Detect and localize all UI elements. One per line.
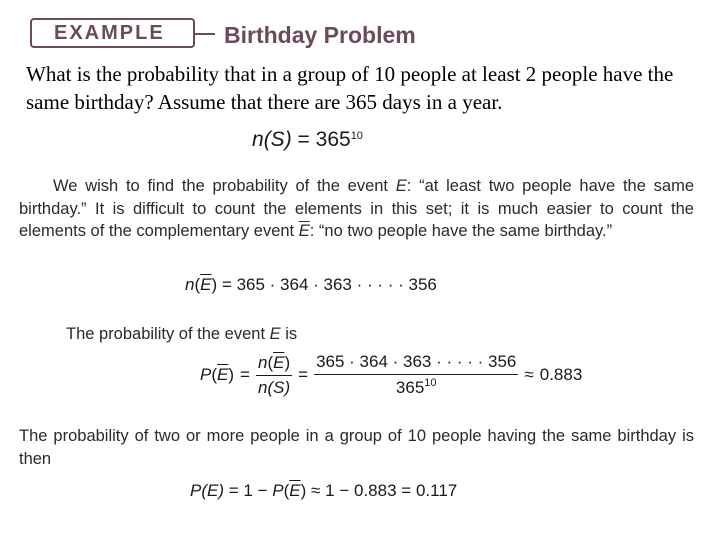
minus-sign: − bbox=[339, 481, 350, 500]
p1-text-c: : “no two people have the same birthday.” bbox=[309, 222, 613, 240]
fraction-denominator-base: 365 bbox=[395, 378, 425, 397]
p-symbol: P bbox=[272, 481, 284, 500]
sample-space-equation bbox=[252, 128, 363, 152]
product-expression: 365 · 364 · 363 · · · · · 356 bbox=[236, 275, 437, 294]
fraction-numerator: 365 · 364 · 363 · · · · · 356 bbox=[314, 352, 518, 375]
paren-close: ) bbox=[300, 481, 307, 500]
final-answer: 0.117 bbox=[415, 481, 458, 500]
example-badge-label: EXAMPLE bbox=[54, 22, 165, 44]
complement-count-equation bbox=[185, 275, 437, 295]
event-e-bar: $\overline{E}$ bbox=[273, 352, 285, 372]
paragraph-probability-intro bbox=[66, 323, 297, 346]
badge-connector bbox=[195, 33, 215, 35]
equals-sign: = bbox=[240, 365, 250, 384]
p2-text-a: The probability of the event bbox=[66, 325, 270, 343]
result-equation bbox=[190, 481, 457, 501]
s-term: (S) bbox=[263, 128, 292, 151]
exponent: 10 bbox=[350, 130, 363, 142]
paren-open: ( bbox=[267, 352, 274, 372]
equals-sign: = bbox=[228, 481, 239, 500]
event-e: E bbox=[395, 177, 407, 195]
problem-title: Birthday Problem bbox=[224, 22, 416, 48]
p-symbol: P bbox=[200, 365, 212, 384]
p2-text-b: is bbox=[280, 325, 298, 343]
n-symbol: n bbox=[185, 275, 195, 294]
one: 1 bbox=[325, 481, 335, 500]
fraction-denominator-exponent: 10 bbox=[424, 377, 437, 389]
n-symbol: n bbox=[252, 128, 264, 151]
base: 365 bbox=[315, 128, 351, 151]
equals-sign: = bbox=[221, 275, 232, 294]
event-e-bar: $\overline{E}$ bbox=[200, 275, 212, 294]
paragraph-complement bbox=[19, 175, 694, 243]
n-symbol: n bbox=[257, 377, 268, 397]
equals-sign: = bbox=[401, 481, 412, 500]
event-e: E bbox=[269, 325, 281, 343]
one: 1 bbox=[243, 481, 253, 500]
paren-open: ( bbox=[283, 481, 290, 500]
minus-sign: − bbox=[257, 481, 268, 500]
numeric-fraction bbox=[314, 352, 518, 398]
example-badge bbox=[30, 18, 195, 48]
question-text: What is the probability that in a group of 10 people at least 2 people have the same birthday? Assume that there are 365 days in a year. bbox=[26, 62, 674, 114]
event-e-bar: $\overline{E}$ bbox=[298, 222, 310, 240]
count-ratio-fraction bbox=[256, 353, 292, 398]
equals-sign: = bbox=[298, 365, 309, 384]
p-of-e: P(E) bbox=[190, 481, 224, 500]
approx-sign: ≈ bbox=[524, 365, 534, 384]
complement-probability-equation bbox=[200, 352, 582, 398]
n-symbol: n bbox=[257, 352, 268, 372]
complement-probability-value: 0.883 bbox=[539, 365, 583, 384]
approx-sign: ≈ bbox=[311, 481, 321, 500]
equals-sign: = bbox=[297, 128, 310, 151]
paren-close: ) bbox=[228, 365, 235, 384]
p1-text-b: : “at least two people have the same birthday.” It is difficult to count the elements in this set; it is much easier to count the elements of the complementary event bbox=[19, 177, 694, 240]
paren-open: ( bbox=[211, 365, 218, 384]
s-term: (S) bbox=[267, 377, 291, 397]
paragraph-conclusion: The probability of two or more people in a group of 10 people having the same birthday is then bbox=[19, 427, 694, 468]
event-e-bar: $\overline{E}$ bbox=[289, 481, 301, 500]
paren-close: ) bbox=[211, 275, 218, 294]
event-e-bar: $\overline{E}$ bbox=[217, 365, 229, 384]
p1-text-a: We wish to find the probability of the event bbox=[53, 177, 396, 195]
complement-value: 0.883 bbox=[354, 481, 397, 500]
paren-close: ) bbox=[284, 352, 291, 372]
paren-open: ( bbox=[194, 275, 201, 294]
